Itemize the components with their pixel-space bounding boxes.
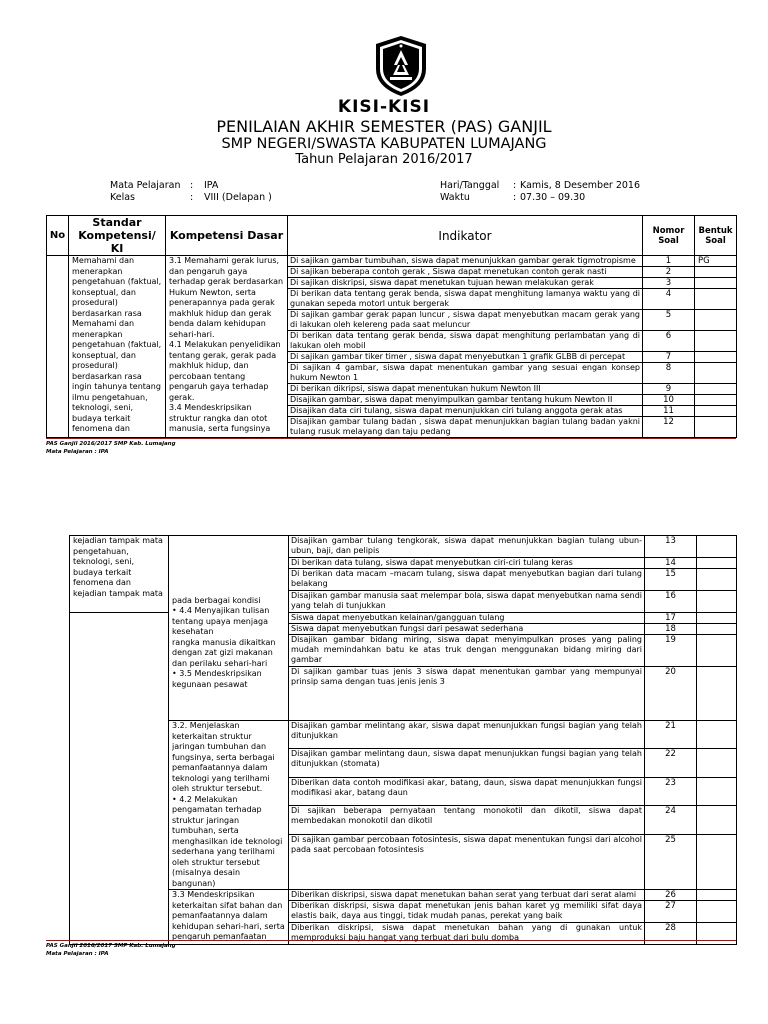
indicator-cell: Disajikan gambar tulang badan , siswa dapat menunjukkan bagian tulang badan yakni tulang rusuk melayang dan taju pedang xyxy=(288,417,643,438)
table-row xyxy=(70,721,737,749)
question-number-cell: 25 xyxy=(645,834,697,890)
footer-line: PAS Ganjil 2016/2017 SMP Kab. Lumajang xyxy=(46,943,176,949)
question-type-cell xyxy=(695,384,737,395)
question-type-cell xyxy=(695,363,737,384)
question-type-cell xyxy=(697,834,737,890)
meta-separator: : xyxy=(190,180,194,191)
question-number-cell: 8 xyxy=(643,363,695,384)
question-number-cell: 5 xyxy=(643,310,695,331)
question-type-cell xyxy=(697,591,737,613)
meta-label: Hari/Tanggal xyxy=(440,180,500,191)
lumajang-emblem-icon xyxy=(371,35,431,97)
question-number-cell: 11 xyxy=(643,406,695,417)
meta-time-row xyxy=(440,192,640,204)
table-row xyxy=(70,890,737,901)
question-number-cell: 15 xyxy=(645,569,697,591)
question-number-cell: 18 xyxy=(645,624,697,635)
meta-class-row xyxy=(110,192,272,204)
meta-label: Waktu xyxy=(440,192,470,203)
footer-line: PAS Ganjil 2016/2017 SMP Kab. Lumajang xyxy=(46,441,176,447)
academic-year: Tahun Pelajaran 2016/2017 xyxy=(295,152,473,167)
meta-value: VIII (Delapan ) xyxy=(204,192,272,203)
kisi-table-page2 xyxy=(69,535,737,945)
question-number-cell: 23 xyxy=(645,777,697,805)
ki-cell: kejadian tampak mata pengetahuan, teknologi, seni, budaya terkait fenomena dan kejadian tampak mata xyxy=(70,536,169,613)
indicator-cell: Di sajikan gambar tumbuhan, siswa dapat menunjukkan gambar gerak tigmotropisme xyxy=(288,256,643,267)
question-type-cell xyxy=(695,310,737,331)
question-number-cell: 28 xyxy=(645,923,697,945)
indicator-cell: Di berikan data tulang, siswa dapat menyebutkan ciri-ciri tulang keras xyxy=(289,558,645,569)
table-body-page2 xyxy=(70,536,737,945)
question-number-cell: 3 xyxy=(643,278,695,289)
question-type-cell xyxy=(695,352,737,363)
indicator-cell: Di berikan dikripsi, siswa dapat menentukan hukum Newton III xyxy=(288,384,643,395)
question-type-cell xyxy=(695,267,737,278)
indicator-cell: Diberikan data contoh modifikasi akar, batang, daun, siswa dapat menunjukkan fungsi modifikasi akar, batang daun xyxy=(289,777,645,805)
kd-cell: 3.1 Memahami gerak lurus, dan pengaruh gaya terhadap gerak berdasarkan Hukum Newton, serta penerapannya pada gerak makhluk hidup dan gerak benda dalam kehidupan sehari-hari. 4.1 Melakukan penyelidikan tentang gerak, gerak pada makhluk hidup, dan percobaan tentang pengaruh gaya terhadap gerak. 3.4 Mendeskripsikan struktur rangka dan otot manusia, serta fungsinya xyxy=(166,256,288,438)
question-type-cell xyxy=(697,806,737,834)
question-type-cell xyxy=(695,289,737,310)
question-type-cell xyxy=(695,331,737,352)
indicator-cell: Disajikan data ciri tulang, siswa dapat menunjukkan ciri tulang anggota gerak atas xyxy=(288,406,643,417)
question-type-cell xyxy=(697,777,737,805)
page-footer xyxy=(46,440,176,456)
question-number-cell: 17 xyxy=(645,613,697,624)
indicator-cell: Diberikan diskripsi, siswa dapat menetukan jenis bahan karet yg memiliki sifat daya elastis baik, daya aus tinggi, tidak mudah panas, perekat yang baik xyxy=(289,901,645,923)
col-header-bentuk-soal: Bentuk Soal xyxy=(695,216,737,256)
table-row xyxy=(70,536,737,558)
kd-cell: pada berbagai kondisi • 4.4 Menyajikan tulisan tentang upaya menjaga kesehatan rangka manusia dikaitkan dengan zat gizi makanan dan perilaku sehari-hari • 3.5 Mendeskripsikan kegunaan pesawat xyxy=(169,536,289,721)
indicator-cell: Disajikan gambar melintang daun, siswa dapat menunjukkan fungsi bagian yang telah ditunjukkan (stomata) xyxy=(289,749,645,777)
kd-cell: 3.2. Menjelaskan keterkaitan struktur jaringan tumbuhan dan fungsinya, serta berbagai pemanfaatannya dalam teknologi yang terilhami oleh struktur tersebut. • 4.2 Melakukan pengamatan terhadap struktur jaringan tumbuhan, serta menghasilkan ide teknologi sederhana yang terilhami oleh struktur tersebut (misalnya desain bangunan) xyxy=(169,721,289,890)
meta-value: 07.30 – 09.30 xyxy=(520,192,586,203)
indicator-cell: Diberikan diskripsi, siswa dapat menetukan bahan serat yang terbuat dari serat alami xyxy=(289,890,645,901)
question-number-cell: 26 xyxy=(645,890,697,901)
question-number-cell: 4 xyxy=(643,289,695,310)
question-type-cell xyxy=(697,721,737,749)
meta-separator: : xyxy=(513,192,517,203)
ki-cell: Memahami dan menerapkan pengetahuan (faktual, konseptual, dan prosedural) berdasarkan rasa Memahami dan menerapkan pengetahuan (faktual, konseptual, dan prosedural) berdasarkan rasa ingin tahunya tentang ilmu pengetahuan, teknologi, seni, budaya terkait fenomena dan xyxy=(69,256,166,438)
school-name: SMP NEGERI/SWASTA KABUPATEN LUMAJANG xyxy=(221,136,547,152)
meta-date-row xyxy=(440,180,640,192)
question-number-cell: 27 xyxy=(645,901,697,923)
meta-value: IPA xyxy=(204,180,219,191)
table-row xyxy=(47,256,737,267)
question-number-cell: 12 xyxy=(643,417,695,438)
question-type-cell xyxy=(697,890,737,901)
question-number-cell: 2 xyxy=(643,267,695,278)
col-header-indikator: Indikator xyxy=(288,216,643,256)
indicator-cell: Disajikan gambar, siswa dapat menyimpulkan gambar tentang hukum Newton II xyxy=(288,395,643,406)
footer-line: Mata Pelajaran : IPA xyxy=(46,449,109,455)
indicator-cell: Siswa dapat menyebutkan kelainan/gangguan tulang xyxy=(289,613,645,624)
document-title: KISI-KISI xyxy=(337,97,431,117)
question-number-cell: 9 xyxy=(643,384,695,395)
page-footer xyxy=(46,942,176,958)
meta-right xyxy=(440,180,640,204)
question-type-cell xyxy=(697,558,737,569)
meta-separator: : xyxy=(190,192,194,203)
question-type-cell xyxy=(695,406,737,417)
indicator-cell: Diberikan diskripsi, siswa dapat menetukan bahan yang di gunakan untuk memproduksi baju hangat yang terbuat dari bulu domba xyxy=(289,923,645,945)
question-type-cell xyxy=(697,624,737,635)
indicator-cell: Di berikan data tentang gerak benda, siswa dapat menghitung lamanya waktu yang di gunakan sepeda motorl untuk bergerak xyxy=(288,289,643,310)
kisi-table-page1 xyxy=(46,215,737,438)
col-header-no: No xyxy=(47,216,69,256)
indicator-cell: Siswa dapat menyebutkan fungsi dari pesawat sederhana xyxy=(289,624,645,635)
meta-left xyxy=(110,180,272,204)
question-type-cell xyxy=(695,417,737,438)
question-type-cell xyxy=(697,901,737,923)
meta-subject-row xyxy=(110,180,272,192)
question-number-cell: 16 xyxy=(645,591,697,613)
question-type-cell xyxy=(697,667,737,721)
question-type-cell xyxy=(697,613,737,624)
indicator-cell: Di sajikan 4 gambar, siswa dapat menentukan gambar yang sesuai engan konsep hukum Newton 1 xyxy=(288,363,643,384)
indicator-cell: Di sajikan beberapa pernyataan tentang monokotil dan dikotil, siswa dapat membedakan monokotil dan dikotil xyxy=(289,806,645,834)
question-type-cell xyxy=(697,635,737,667)
question-number-cell: 20 xyxy=(645,667,697,721)
document-subtitle: PENILAIAN AKHIR SEMESTER (PAS) GANJIL xyxy=(216,117,552,136)
question-number-cell: 13 xyxy=(645,536,697,558)
question-type-cell xyxy=(695,395,737,406)
meta-label: Kelas xyxy=(110,192,136,203)
question-number-cell: 1 xyxy=(643,256,695,267)
kd-cell: 3.3 Mendeskripsikan keterkaitan sifat bahan dan pemanfaatannya dalam kehidupan sehari-hari, serta pengaruh pemanfaatan xyxy=(169,890,289,945)
row-number-cell xyxy=(47,256,69,438)
question-type-cell xyxy=(695,278,737,289)
indicator-cell: Disajikan gambar melintang akar, siswa dapat menunjukkan fungsi bagian yang telah ditunjukkan xyxy=(289,721,645,749)
question-number-cell: 21 xyxy=(645,721,697,749)
meta-label: Mata Pelajaran xyxy=(110,180,181,191)
col-header-nomor-soal: Nomor Soal xyxy=(643,216,695,256)
indicator-cell: Di berikan data tentang gerak benda, siswa dapat menghitung perlambatan yang di lakukan oleh mobil xyxy=(288,331,643,352)
indicator-cell: Di sajikan gambar tuas jenis 3 siswa dapat menentukan gambar yang mempunyai prinsip sama dengan tuas jenis jenis 3 xyxy=(289,667,645,721)
indicator-cell: Di sajikan diskripsi, siswa dapat menetukan tujuan hewan melakukan gerak xyxy=(288,278,643,289)
indicator-cell: Di sajikan gambar gerak papan luncur , siswa dapat menyebutkan macam gerak yang di lakukan oleh kelereng pada saat meluncur xyxy=(288,310,643,331)
footer-line: Mata Pelajaran : IPA xyxy=(46,951,109,957)
meta-value: Kamis, 8 Desember 2016 xyxy=(520,180,641,191)
question-number-cell: 7 xyxy=(643,352,695,363)
question-type-cell xyxy=(697,923,737,945)
question-number-cell: 6 xyxy=(643,331,695,352)
footer-rule xyxy=(46,438,736,439)
question-number-cell: 19 xyxy=(645,635,697,667)
table-header-row xyxy=(47,216,737,256)
indicator-cell: Di sajikan beberapa contoh gerak , Siswa dapat menetukan contoh gerak nasti xyxy=(288,267,643,278)
question-type-cell xyxy=(697,749,737,777)
indicator-cell: Di sajikan gambar percobaan fotosintesis, siswa dapat menentukan fungsi dari alcohol pada saat percobaan fotosintesis xyxy=(289,834,645,890)
question-type-cell: PG xyxy=(695,256,737,267)
indicator-cell: Di berikan data macam –macam tulang, siswa dapat menyebutkan bagian dari tulang belakang xyxy=(289,569,645,591)
indicator-cell: Di sajikan gambar tiker timer , siswa dapat menyebutkan 1 grafik GLBB di percepat xyxy=(288,352,643,363)
indicator-cell: Disajikan gambar tulang tengkorak, siswa dapat menunjukkan bagian tulang ubun-ubun, baji, dan pelipis xyxy=(289,536,645,558)
indicator-cell: Disajikan gambar bidang miring, siswa dapat menyimpulkan proses yang paling mudah memindahkan batu ke atas truk dengan menggunakan bidang miring dari gambar xyxy=(289,635,645,667)
question-number-cell: 24 xyxy=(645,806,697,834)
table-body-page1 xyxy=(47,256,737,438)
ki-cell xyxy=(70,613,169,945)
question-number-cell: 10 xyxy=(643,395,695,406)
meta-separator: : xyxy=(513,180,517,191)
question-type-cell xyxy=(697,569,737,591)
col-header-kd: Kompetensi Dasar xyxy=(166,216,288,256)
footer-rule xyxy=(46,940,736,941)
col-header-ki: Standar Kompetensi/ KI xyxy=(69,216,166,256)
question-type-cell xyxy=(697,536,737,558)
question-number-cell: 14 xyxy=(645,558,697,569)
question-number-cell: 22 xyxy=(645,749,697,777)
indicator-cell: Disajikan gambar manusia saat melempar bola, siswa dapat menyebutkan nama sendi yang telah di tunjukkan xyxy=(289,591,645,613)
